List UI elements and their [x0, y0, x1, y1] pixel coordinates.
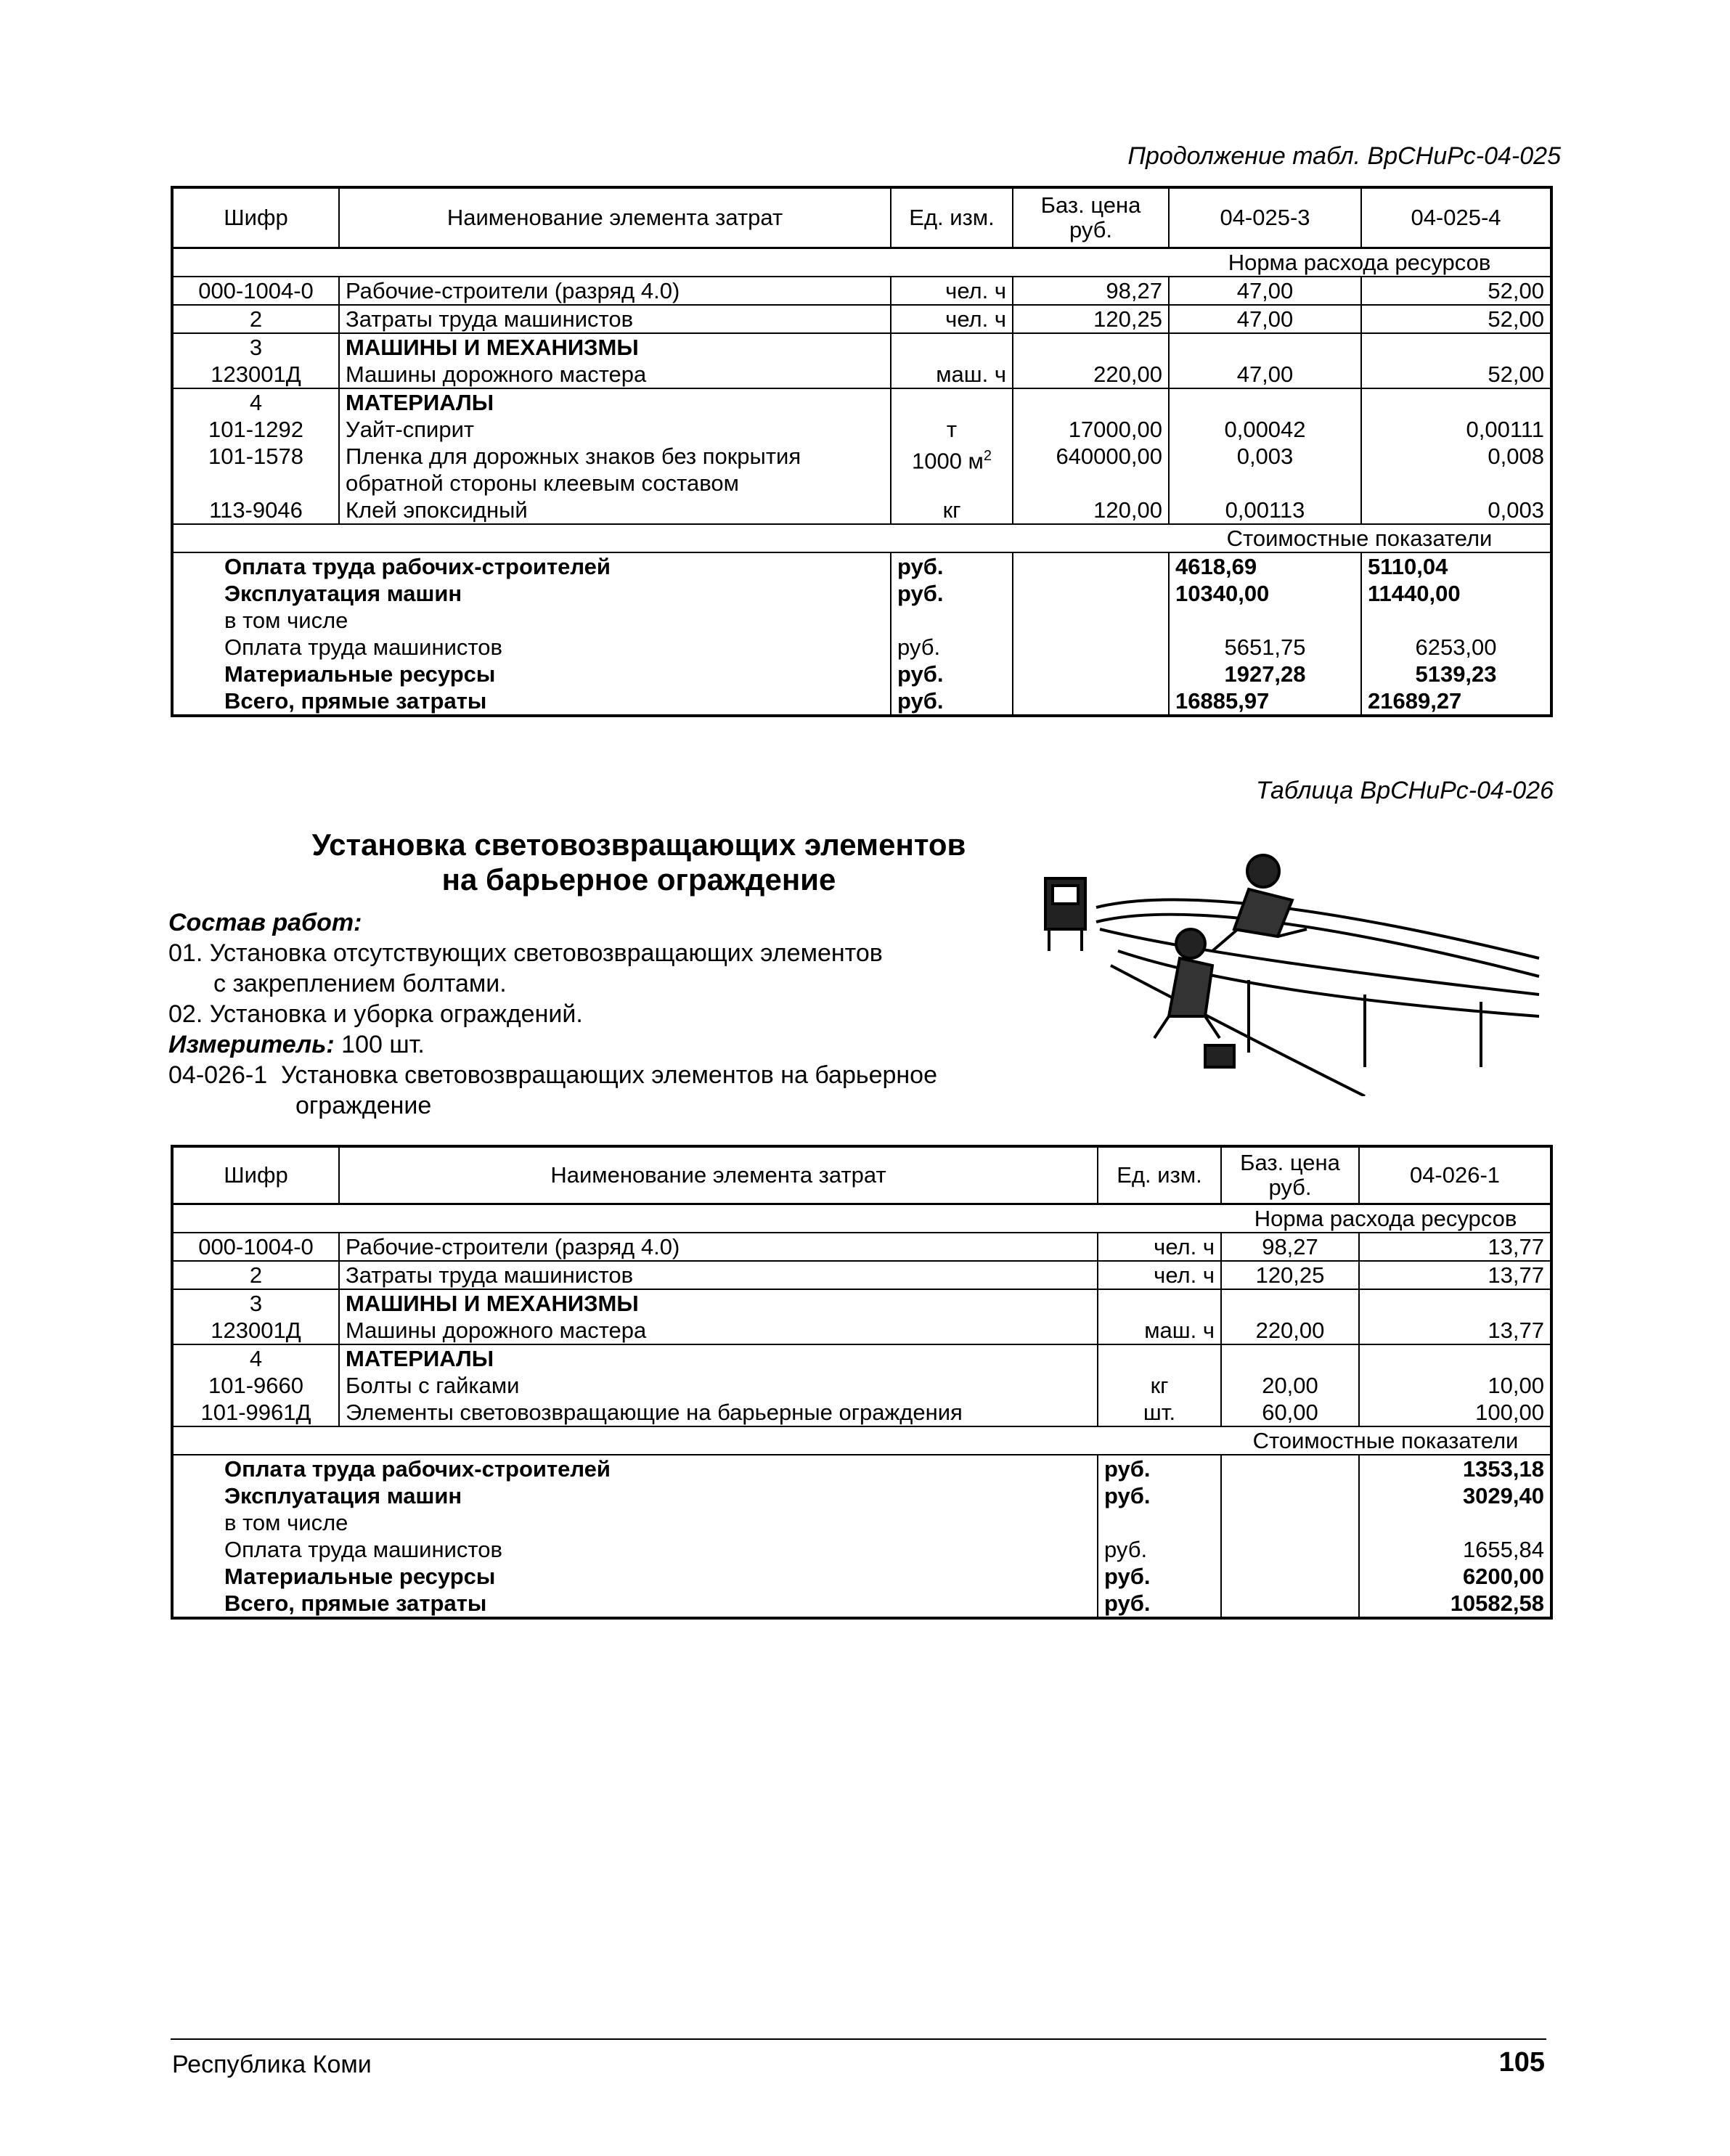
header-unit: Ед. изм. — [891, 187, 1013, 248]
header-unit: Ед. изм. — [1098, 1146, 1221, 1204]
table-header-row — [172, 187, 1551, 248]
table-row: 2 Затраты труда машинистов чел. ч 120,25 47,00 52,00 — [172, 305, 1551, 333]
footer-region: Республика Коми — [172, 2051, 372, 2078]
cost-row: Всего, прямые затраты руб. 10582,58 — [172, 1590, 1551, 1618]
cost-row: Оплата труда рабочих-строителей руб. 4618,69 5110,04 — [172, 552, 1551, 580]
table-row: 101-9660 Болты с гайками кг 20,00 10,00 — [172, 1372, 1551, 1399]
table-row: 000-1004-0 Рабочие-строители (разряд 4.0) чел. ч 98,27 47,00 52,00 — [172, 277, 1551, 305]
cost-row: Оплата труда рабочих-строителей руб. 1353,18 — [172, 1455, 1551, 1482]
table-row: 123001Д Машины дорожного мастера маш. ч 220,00 47,00 52,00 — [172, 361, 1551, 388]
header-code: Шифр — [172, 187, 339, 248]
table-row: 4 МАТЕРИАЛЫ — [172, 1344, 1551, 1372]
section-title: Установка световозвращающих элементов на барьерное ограждение — [311, 828, 966, 897]
header-code: Шифр — [172, 1146, 339, 1204]
cost-header-row — [172, 1426, 1551, 1455]
cost-label: Стоимостные показатели — [1169, 524, 1551, 552]
header-col-04-026-1: 04-026-1 — [1359, 1146, 1551, 1204]
page-number: 105 — [1498, 2047, 1545, 2078]
table-row: 3 МАШИНЫ И МЕХАНИЗМЫ — [172, 1289, 1551, 1317]
cost-row: в том числе — [172, 607, 1551, 634]
resource-table-04-025 — [171, 186, 1553, 717]
cost-row: Материальные ресурсы руб. 6200,00 — [172, 1563, 1551, 1590]
cost-row: Эксплуатация машин руб. 10340,00 11440,00 — [172, 580, 1551, 607]
header-name: Наименование элемента затрат — [339, 1146, 1098, 1204]
resource-table-04-026 — [171, 1145, 1553, 1620]
table-row: 113-9046 Клей эпоксидный кг 120,00 0,00113 0,003 — [172, 497, 1551, 524]
header-col-04-025-3: 04-025-3 — [1169, 187, 1361, 248]
cost-header-row — [172, 524, 1551, 552]
table-row: 101-1578 Пленка для дорожных знаков без покрытия обратной стороны клеевым составом 1000 $м^2$ 640000,00 0,003 0,008 — [172, 443, 1551, 497]
cost-row: Материальные ресурсы руб. 1927,28 5139,23 — [172, 661, 1551, 687]
header-price: Баз. цена руб. — [1221, 1146, 1359, 1204]
table-caption-continuation: Продолжение табл. ВрСНиРс-04-025 — [1127, 142, 1561, 170]
norm-label: Норма расхода ресурсов — [1228, 250, 1491, 275]
cost-row: Оплата труда машинистов руб. 1655,84 — [172, 1536, 1551, 1563]
header-price: Баз. цена руб. — [1013, 187, 1169, 248]
table-row: 101-9961Д Элементы световозвращающие на барьерные ограждения шт. 60,00 100,00 — [172, 1399, 1551, 1426]
table-row: 2 Затраты труда машинистов чел. ч 120,25 13,77 — [172, 1261, 1551, 1289]
table-row: 4 МАТЕРИАЛЫ — [172, 388, 1551, 416]
header-name: Наименование элемента затрат — [339, 187, 891, 248]
table-header-row — [172, 1146, 1551, 1204]
cost-row: Оплата труда машинистов руб. 5651,75 6253,00 — [172, 634, 1551, 661]
cost-label: Стоимостные показатели — [1252, 1428, 1519, 1453]
table-row: 3 МАШИНЫ И МЕХАНИЗМЫ — [172, 333, 1551, 361]
cost-row: Эксплуатация машин руб. 3029,40 — [172, 1482, 1551, 1509]
norm-row — [172, 248, 1551, 277]
header-col-04-025-4: 04-025-4 — [1361, 187, 1551, 248]
table-row: 123001Д Машины дорожного мастера маш. ч 220,00 13,77 — [172, 1317, 1551, 1344]
table-caption: Таблица ВрСНиРс-04-026 — [1255, 777, 1554, 804]
norm-label: Норма расхода ресурсов — [1254, 1206, 1517, 1231]
workers-installing-barrier-illustration — [1031, 849, 1554, 1096]
cost-row: в том числе — [172, 1509, 1551, 1536]
cost-row: Всего, прямые затраты руб. 16885,97 21689,27 — [172, 687, 1551, 716]
table-row: 101-1292 Уайт-спирит т 17000,00 0,00042 0,00111 — [172, 416, 1551, 443]
norm-row — [172, 1204, 1551, 1233]
work-description: Состав работ: 01. Установка отсутствующих световозвращающих элементов с закреплением болтами. 02. Установка и уборка ограждений. Измеритель: 100 шт. 04-026-1 Установка световозвращающих элементов на барьерное ограждение — [168, 909, 937, 1119]
table-row: 000-1004-0 Рабочие-строители (разряд 4.0) чел. ч 98,27 13,77 — [172, 1233, 1551, 1261]
footer-divider — [171, 2038, 1546, 2040]
